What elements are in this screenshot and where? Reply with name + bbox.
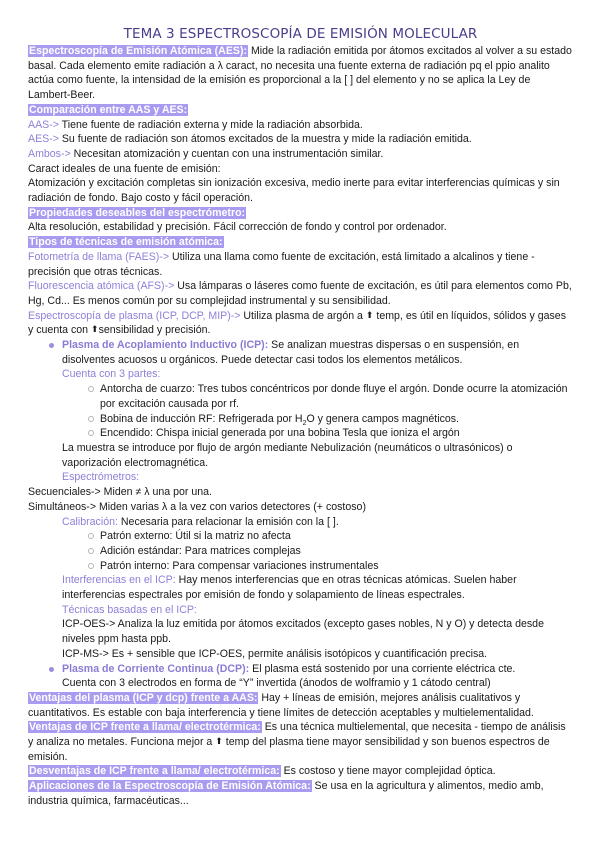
properties-text: Alta resolución, estabilidad y precisión. Fácil corrección de fondo y control por ordenador. <box>28 221 447 234</box>
list-item-part: Bobina de inducción RF: Refrigerada por $H_2O$ y genera campos magnéticos. <box>28 412 573 427</box>
circle-bullet-icon <box>88 416 94 422</box>
bullet-icon <box>49 343 54 348</box>
list-item-part: Antorcha de cuarzo: Tres tubos concéntricos por donde fluye el argón. Donde ocurre la atomización por excitación causada por rf. <box>28 382 573 411</box>
list-item-part: Encendido: Chispa inicial generada por una bobina Tesla que ioniza el argón <box>28 426 573 441</box>
circle-bullet-icon <box>88 386 94 392</box>
disadvantages-heading: Desventajas de ICP frente a llama/ electrotérmica: <box>29 765 280 778</box>
sequential-row: Secuenciales-> Miden ≠ λ una por una. <box>28 486 212 499</box>
icp-vs-flame-row: Ventajas de ICP frente a llama/ electrotérmica: Es una técnica multielemental, que necesita - tiempo de análisis y analiza no metales. Funciona mejor a ⬆ temp del plasma tiene mayor sensibilidad y son buenos espectros de emisión. <box>28 721 566 763</box>
afs-row: Fluorescencia atómica (AFS)-> Usa lámparas o láseres como fuente de excitación, es útil para elementos como Pb, Hg, Cd... Es menos común por su complejidad instrumental y su sensibilidad. <box>28 280 572 307</box>
list-item-icp: Plasma de Acoplamiento Inductivo (ICP): Se analizan muestras dispersas o en suspensión, en disolventes acuosos u orgánicos. Puede detectar casi todos los elementos metálicos. <box>28 338 573 367</box>
calibration-row: Calibración: Necesaria para relacionar la emisión con la [ ]. <box>62 515 339 528</box>
applications-heading: Aplicaciones de la Espectroscopía de Emisión Atómica: <box>29 780 311 793</box>
list-item-calibration: Adición estándar: Para matrices complejas <box>28 544 573 559</box>
interferences-row: Interferencias en el ICP: Hay menos interferencias que en otras técnicas atómicas. Suelen haber interferencias espectrales por emisión de fondo y solapamiento de líneas espectrales. <box>62 574 517 602</box>
up-arrow-icon: ⬆ <box>91 324 99 335</box>
list-item-dcp: Plasma de Corriente Continua (DCP): El plasma está sostenido por una corriente eléctrica cte. <box>28 662 573 677</box>
techniques-heading: Tipos de técnicas de emisión atómica: <box>29 236 223 249</box>
circle-bullet-icon <box>88 430 94 436</box>
sample-intro: La muestra se introduce por flujo de argón mediante Nebulización (neumáticos o ultrasónicos) o vaporización electromagnética. <box>62 441 513 469</box>
circle-bullet-icon <box>88 563 94 569</box>
based-heading-row: Técnicas basadas en el ICP: <box>62 603 197 616</box>
techniques-heading-row <box>28 235 573 250</box>
both-row: Ambos-> Necesitan atomización y cuentan con una instrumentación similar. <box>28 147 384 160</box>
advantages-heading: Ventajas del plasma (ICP y dcp) frente a AAS: <box>29 691 258 704</box>
dcp-text2: Cuenta con 3 electrodos en forma de “Y” invertida (ánodos de wolframio y 1 cátodo central) <box>62 677 491 690</box>
bullet-icon <box>49 667 54 672</box>
up-arrow-icon: ⬆ <box>215 736 223 747</box>
plasma-row: Espectroscopía de plasma (ICP, DCP, MIP)-> Utiliza plasma de argón a ⬆ temp, es útil en líquidos, sólidos y gases y cuenta con ⬆sensibilidad y precisión. <box>28 309 566 337</box>
aas-row: AAS-> Tiene fuente de radiación externa y mide la radiación absorbida. <box>28 118 363 131</box>
flame-row: Fotometría de llama (FAES)-> Utiliza una llama como fuente de excitación, está limitado a alcalinos y tiene - precisión que otras técnicas. <box>28 250 535 278</box>
page-title: TEMA 3 ESPECTROSCOPÍA DE EMISIÓN MOLECULAR <box>123 26 478 42</box>
icp-oes-row: ICP-OES-> Analiza la luz emitida por átomos excitados (excepto gases nobles, N y O) y detecta desde niveles ppm hasta ppb. <box>62 618 544 646</box>
parts-heading-row: Cuenta con 3 partes: <box>62 368 161 381</box>
icp-ms-row: ICP-MS-> Es + sensible que ICP-OES, permite análisis isotópicos y cuantificación precisa. <box>62 647 488 660</box>
circle-bullet-icon <box>88 548 94 554</box>
intro-paragraph: Espectroscopía de Emisión Atómica (AES): Mide la radiación emitida por átomos excitados al volver a su estado basal. Cada elemento emite radiación a λ caract, no necesita una fuente externa de radiación pq el ppio analito actúa como fuente, la intensidad de la emisión es proporcional a la [ ] del elemento y no se aplica la Ley de Lambert-Beer. <box>28 45 572 102</box>
ideal-title: Caract ideales de una fuente de emisión: <box>28 162 221 175</box>
list-item-calibration: Patrón interno: Para compensar variaciones instrumentales <box>28 559 573 574</box>
advantages-row: Ventajas del plasma (ICP y dcp) frente a AAS: Hay + líneas de emisión, mejores análisis cualitativos y cuantitativos. Es estable con baja interferencia y tiene límites de detección aceptables y multielementalidad. <box>28 691 534 719</box>
simultaneous-row: Simultáneos-> Miden varias λ a la vez con varios detectores (+ costoso) <box>28 500 366 513</box>
comparison-heading: Comparación entre AAS y AES: <box>29 103 188 116</box>
icp-vs-flame-heading: Ventajas de ICP frente a llama/ electrotérmica: <box>29 721 261 734</box>
properties-heading: Propiedades deseables del espectrómetro: <box>29 206 246 219</box>
ideal-text: Atomización y excitación completas sin ionización excesiva, medio inerte para evitar interferencias químicas y sin radiación de fondo. Bajo costo y fácil operación. <box>28 177 560 205</box>
aes-row: AES-> Su fuente de radiación son átomos excitados de la muestra y mide la radiación emitida. <box>28 133 472 146</box>
circle-bullet-icon <box>88 533 94 539</box>
comparison-heading-row <box>28 103 573 118</box>
list-item-calibration: Patrón externo: Útil si la matriz no afecta <box>28 529 573 544</box>
aes-label: Espectroscopía de Emisión Atómica (AES): <box>29 45 248 57</box>
spectro-heading-row: Espectrómetros: <box>62 471 140 484</box>
properties-heading-row <box>28 206 573 221</box>
disadvantages-row: Desventajas de ICP frente a llama/ electrotérmica: Es costoso y tiene mayor complejidad óptica. <box>29 765 496 778</box>
up-arrow-icon: ⬆ <box>365 309 374 320</box>
applications-row: Aplicaciones de la Espectroscopía de Emisión Atómica: Se usa en la agricultura y alimentos, medio amb, industria química, farmacéuticas... <box>28 780 544 807</box>
